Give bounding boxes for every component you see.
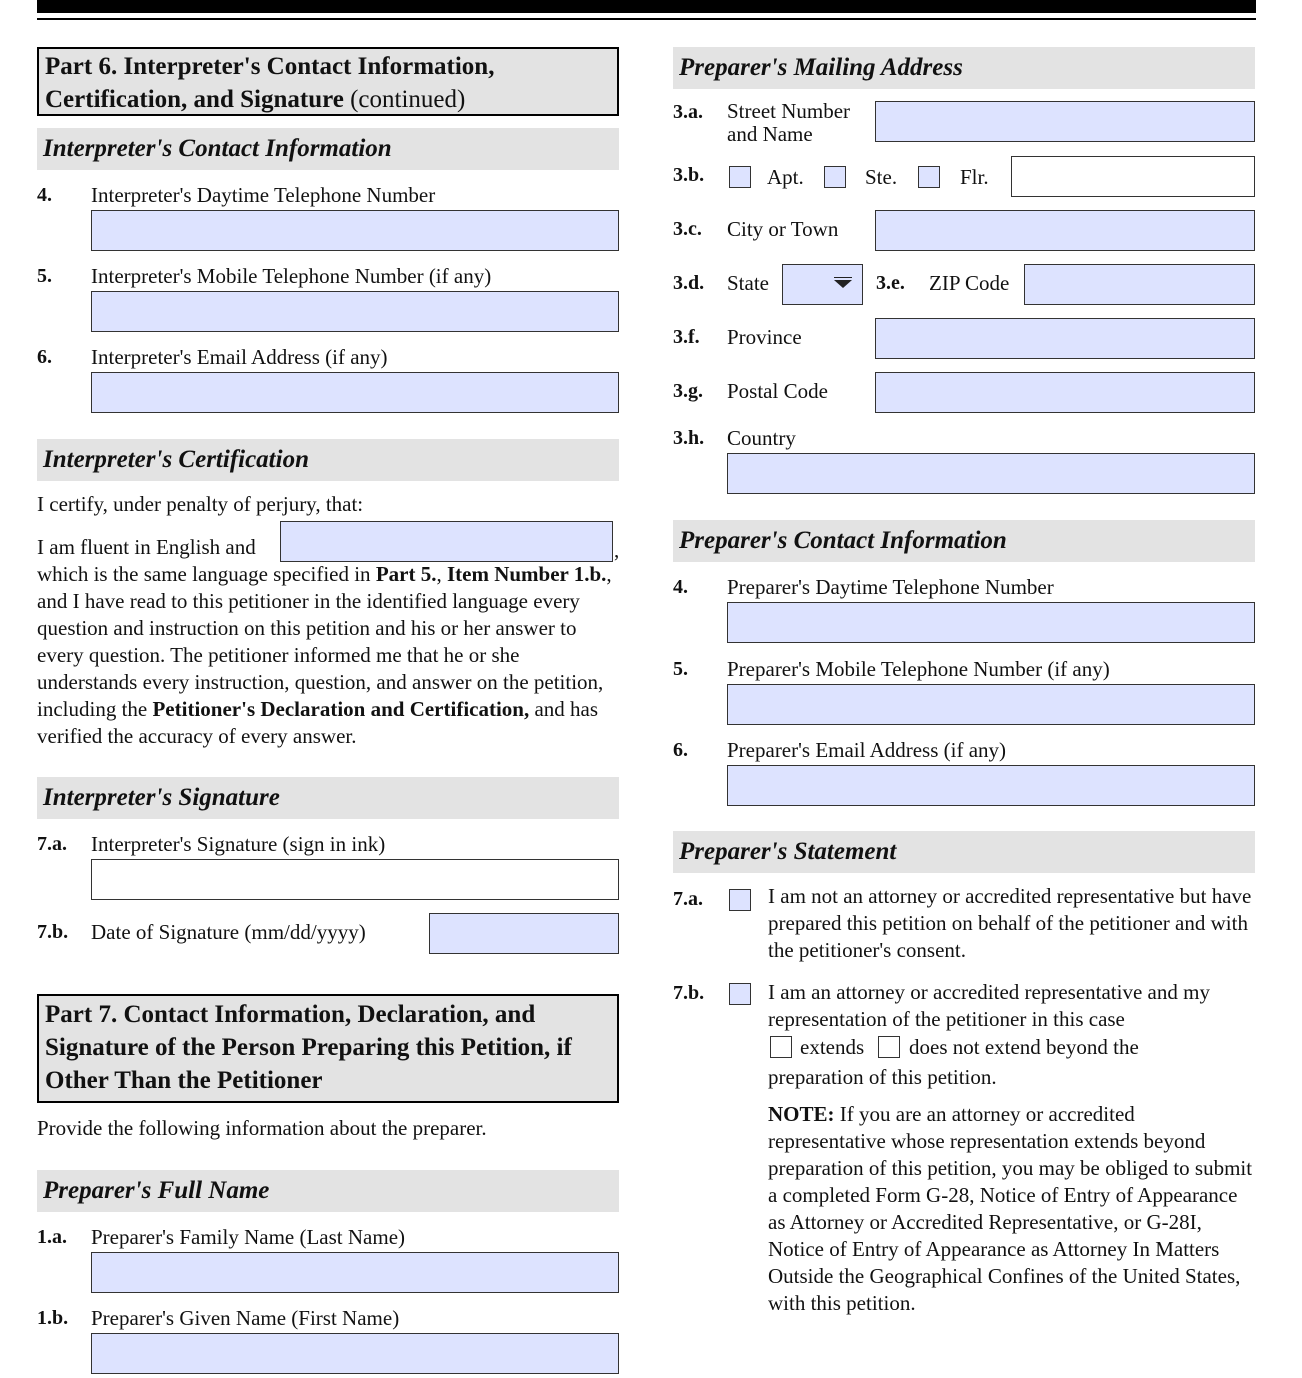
unit-number-input[interactable] <box>1011 156 1255 197</box>
ste-label: Ste. <box>865 165 898 189</box>
prep-unit-number: 3.b. <box>673 164 705 186</box>
prep-street-label-2: and Name <box>727 122 813 146</box>
prep-city-label: City or Town <box>727 217 839 241</box>
chevron-down-icon <box>834 280 852 288</box>
prep-statement-heading: Preparer's Statement <box>673 831 1255 873</box>
interp-date-input[interactable] <box>429 913 619 954</box>
prep-family-name-input[interactable] <box>91 1252 619 1293</box>
cert-text-a: which is the same language specified in <box>37 562 376 586</box>
flr-checkbox[interactable] <box>918 166 940 188</box>
prep-email-input[interactable] <box>727 765 1255 806</box>
part6-continued: (continued) <box>343 86 466 113</box>
interp-email-input[interactable] <box>91 372 619 413</box>
preparation-line: preparation of this petition. <box>768 1065 997 1089</box>
prep-zip-input[interactable] <box>1024 264 1255 305</box>
attorney-text: I am an attorney or accredited representative and my representation of the petitioner in this case <box>768 980 1210 1031</box>
prep-street-label-1: Street Number <box>727 99 851 123</box>
dropdown-line <box>834 277 852 278</box>
cert-text-e: , and I have read to this petitioner in the identified language every question and instruction on this petition and his or her answer to every question. The petitioner informed me that he or she understands every instruction, question, and answer on the petition, including the <box>37 562 612 721</box>
interp-daytime-phone-number: 4. <box>37 184 52 206</box>
interp-cert-paragraph <box>37 561 622 750</box>
prep-contact-heading: Preparer's Contact Information <box>673 520 1255 562</box>
prep-name-heading: Preparer's Full Name <box>37 1170 619 1212</box>
prep-street-number: 3.a. <box>673 101 703 123</box>
prep-province-label: Province <box>727 325 802 349</box>
part6-header <box>37 47 619 116</box>
prep-mobile-phone-input[interactable] <box>727 684 1255 725</box>
note-text: If you are an attorney or accredited representative whose representation extends beyond preparation of this petition, you may be obliged to submit a completed Form G-28, Notice of Entry of Appearance as Attorney or Accredited Representative, or G-28I, Notice of Entry of Appearance as Attorney In Matters Outside the Geographical Confines of the United States, with this petition. <box>768 1102 1253 1315</box>
apt-checkbox[interactable] <box>729 166 751 188</box>
attorney-note <box>768 1101 1255 1317</box>
cert-text-declaration: Petitioner's Declaration and Certification, <box>152 697 530 721</box>
prep-given-name-label: Preparer's Given Name (First Name) <box>91 1306 400 1330</box>
interp-signature-label: Interpreter's Signature (sign in ink) <box>91 832 386 856</box>
prep-email-number: 6. <box>673 739 688 761</box>
part7-title-line2: Signature of the Person Preparing this Petition, if <box>45 1034 572 1061</box>
prep-country-label: Country <box>727 426 796 450</box>
ste-checkbox[interactable] <box>824 166 846 188</box>
interp-cert-intro: I certify, under penalty of perjury, that: <box>37 492 364 516</box>
prep-address-heading: Preparer's Mailing Address <box>673 47 1255 89</box>
apt-label: Apt. <box>767 165 804 189</box>
prep-daytime-phone-label: Preparer's Daytime Telephone Number <box>727 575 1054 599</box>
extends-label: extends <box>800 1035 865 1059</box>
part7-intro: Provide the following information about the preparer. <box>37 1116 487 1140</box>
prep-family-name-number: 1.a. <box>37 1226 67 1248</box>
prep-daytime-phone-input[interactable] <box>727 602 1255 643</box>
not-extend-checkbox[interactable] <box>878 1036 900 1058</box>
prep-state-label: State <box>727 271 769 295</box>
prep-state-number: 3.d. <box>673 272 705 294</box>
prep-mobile-phone-label: Preparer's Mobile Telephone Number (if any) <box>727 657 1110 681</box>
prep-email-label: Preparer's Email Address (if any) <box>727 738 1007 762</box>
part7-title-line3: Other Than the Petitioner <box>45 1067 323 1094</box>
part7-header <box>37 994 619 1103</box>
prep-country-number: 3.h. <box>673 427 705 449</box>
note-label: NOTE: <box>768 1102 835 1126</box>
interp-language-input[interactable] <box>280 521 613 562</box>
prep-street-input[interactable] <box>875 101 1255 142</box>
attorney-checkbox[interactable] <box>729 983 751 1005</box>
prep-zip-label: ZIP Code <box>929 271 1010 295</box>
prep-province-number: 3.f. <box>673 326 700 348</box>
interp-daytime-phone-input[interactable] <box>91 210 619 251</box>
interp-daytime-phone-label: Interpreter's Daytime Telephone Number <box>91 183 436 207</box>
prep-family-name-label: Preparer's Family Name (Last Name) <box>91 1225 406 1249</box>
interp-contact-heading: Interpreter's Contact Information <box>37 128 619 170</box>
interp-signature-box[interactable] <box>91 859 619 900</box>
interp-date-number: 7.b. <box>37 921 69 943</box>
not-extend-label: does not extend beyond the <box>909 1035 1139 1059</box>
part7-title-line1: Part 7. Contact Information, Declaration, and <box>45 1001 536 1028</box>
part6-title-line2 <box>45 83 611 116</box>
prep-province-input[interactable] <box>875 318 1255 359</box>
extends-checkbox[interactable] <box>770 1036 792 1058</box>
interp-email-label: Interpreter's Email Address (if any) <box>91 345 388 369</box>
interp-sig-heading: Interpreter's Signature <box>37 777 619 819</box>
top-border-bar <box>37 0 1256 13</box>
interp-date-label: Date of Signature (mm/dd/yyyy) <box>91 920 366 944</box>
part6-title-line1: Part 6. Interpreter's Contact Information, <box>45 53 495 80</box>
prep-mobile-phone-number: 5. <box>673 658 688 680</box>
prep-country-input[interactable] <box>727 453 1255 494</box>
cert-text-c: , <box>436 562 447 586</box>
flr-label: Flr. <box>960 165 989 189</box>
prep-postal-label: Postal Code <box>727 379 828 403</box>
top-border-line <box>37 18 1256 20</box>
prep-given-name-input[interactable] <box>91 1333 619 1374</box>
interp-signature-number: 7.a. <box>37 833 67 855</box>
prep-postal-number: 3.g. <box>673 380 703 402</box>
not-attorney-checkbox[interactable] <box>729 889 751 911</box>
prep-statement-a-number: 7.a. <box>673 888 703 910</box>
interp-language-comma: , <box>614 538 620 562</box>
interp-fluent-label: I am fluent in English and <box>37 535 256 559</box>
prep-zip-number: 3.e. <box>876 272 905 294</box>
interp-mobile-phone-number: 5. <box>37 265 52 287</box>
prep-daytime-phone-number: 4. <box>673 576 688 598</box>
prep-postal-input[interactable] <box>875 372 1255 413</box>
interp-mobile-phone-input[interactable] <box>91 291 619 332</box>
interp-email-number: 6. <box>37 346 52 368</box>
state-dropdown[interactable] <box>782 264 863 305</box>
cert-text-part5: Part 5. <box>375 562 437 586</box>
prep-city-number: 3.c. <box>673 218 702 240</box>
part6-title-bold: Certification, and Signature <box>45 86 344 113</box>
prep-statement-b-number: 7.b. <box>673 982 705 1004</box>
cert-text-g: and has verified the accuracy of every answer. <box>37 697 599 748</box>
interp-mobile-phone-label: Interpreter's Mobile Telephone Number (if any) <box>91 264 492 288</box>
not-attorney-text: I am not an attorney or accredited representative but have prepared this petition on behalf of the petitioner and with the petitioner's consent. <box>768 884 1252 962</box>
interp-cert-heading: Interpreter's Certification <box>37 439 619 481</box>
prep-city-input[interactable] <box>875 210 1255 251</box>
cert-text-item-number: Item Number 1.b. <box>446 562 607 586</box>
prep-given-name-number: 1.b. <box>37 1307 69 1329</box>
